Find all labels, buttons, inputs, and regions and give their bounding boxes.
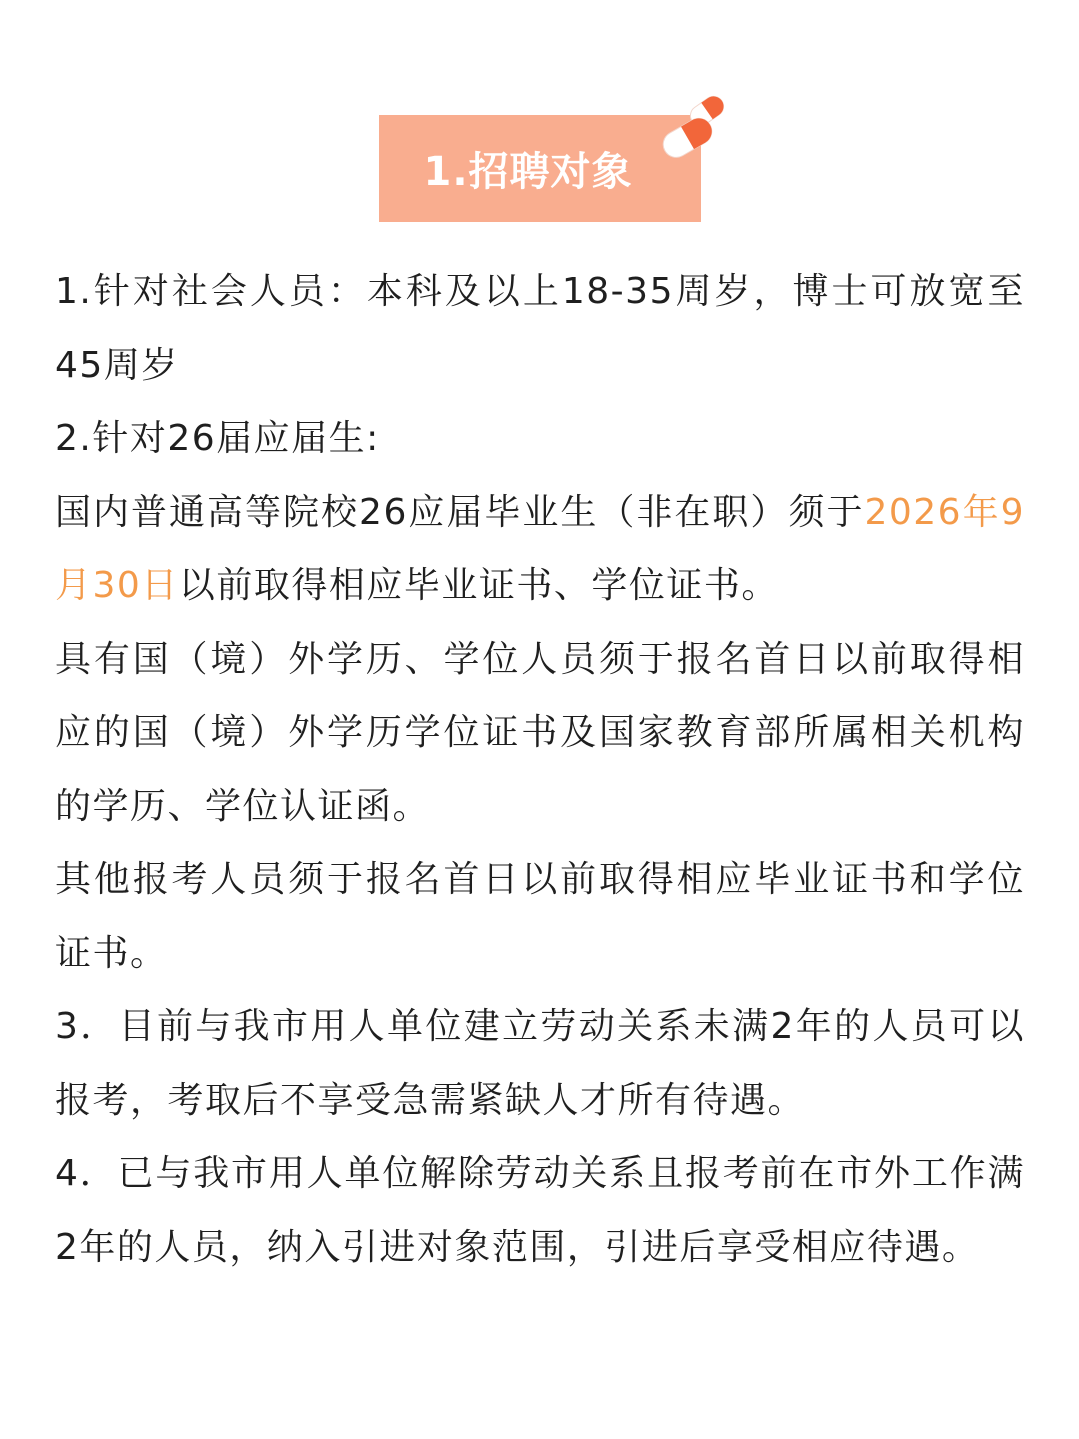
paragraph-7: 4．已与我市用人单位解除劳动关系且报考前在市外工作满2年的人员，纳入引进对象范围，引进后享受相应待遇。 (55, 1153, 1025, 1268)
paragraph-3-after: 以前取得相应毕业证书、学位证书。 (178, 565, 779, 606)
paragraph-6: 3．目前与我市用人单位建立劳动关系未满2年的人员可以报考，考取后不享受急需紧缺人才所有待遇。 (55, 1006, 1025, 1121)
paragraph-3 (55, 476, 1025, 623)
paragraph-1: 1.针对社会人员：本科及以上18-35周岁，博士可放宽至45周岁 (55, 271, 1025, 386)
deadline-highlight: 2026年9月30日 (55, 491, 1025, 606)
paragraph-4: 具有国（境）外学历、学位人员须于报名首日以前取得相应的国（境）外学历学位证书及国家教育部所属相关机构的学历、学位认证函。 (55, 638, 1025, 827)
content-body (55, 255, 1025, 1284)
pill-capsule-icon (645, 85, 735, 165)
paragraph-3-before: 国内普通高等院校26应届毕业生（非在职）须于 (55, 491, 865, 533)
paragraph-5: 其他报考人员须于报名首日以前取得相应毕业证书和学位证书。 (55, 859, 1025, 974)
section-title: 1.招聘对象 (423, 149, 633, 195)
paragraph-2: 2.针对26届应届生: (55, 418, 380, 459)
